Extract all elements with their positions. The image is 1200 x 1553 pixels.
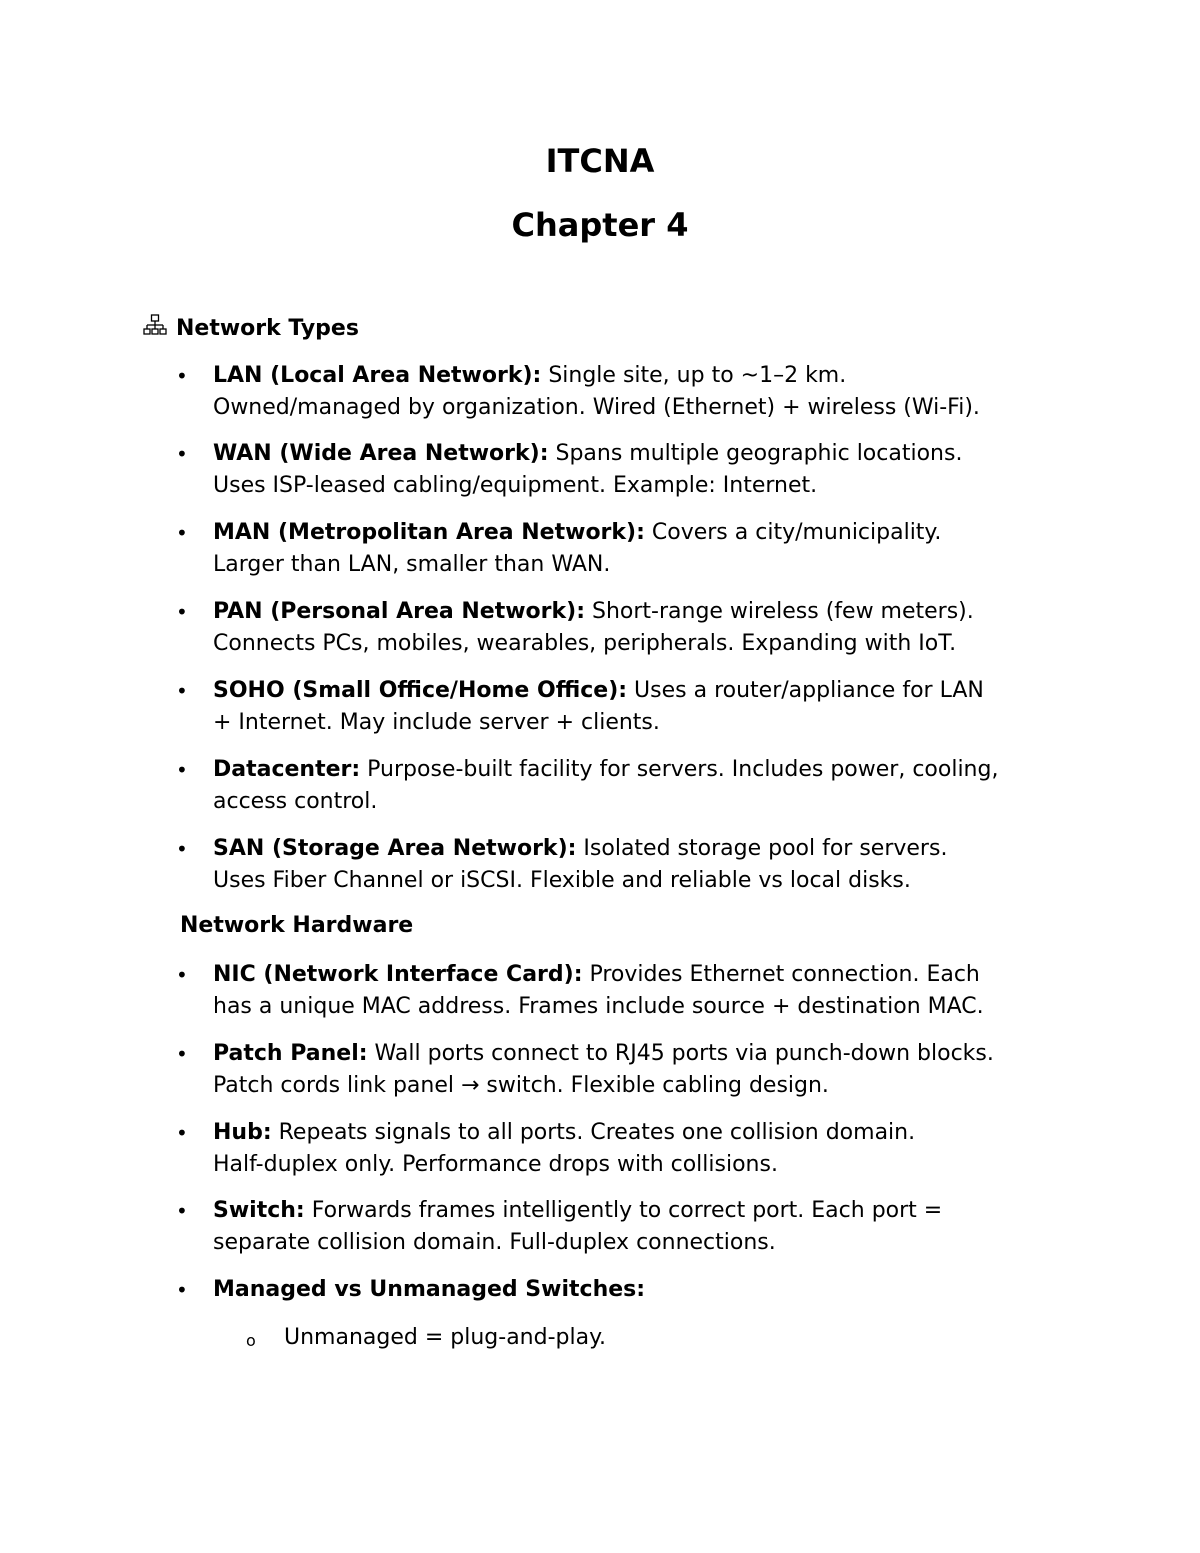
list-item-san	[176, 833, 948, 897]
bullet-icon: •	[176, 679, 188, 703]
item-text-continued: Owned/managed by organization. Wired (Ethernet) + wireless (Wi-Fi).	[213, 395, 980, 420]
item-text-continued: Uses Fiber Channel or iSCSI. Flexible and reliable vs local disks.	[213, 868, 911, 893]
item-text-continued: Larger than LAN, smaller than WAN.	[213, 552, 611, 577]
item-text: Purpose-built facility for servers. Includes power, cooling,	[360, 757, 999, 782]
bullet-icon: •	[176, 1042, 188, 1066]
list-item-man	[176, 517, 942, 581]
bullet-icon: •	[176, 600, 188, 624]
item-text-continued: Half-duplex only. Performance drops with collisions.	[213, 1152, 778, 1177]
list-item-lan	[176, 360, 980, 424]
item-text: Provides Ethernet connection. Each	[582, 962, 980, 987]
item-text: Covers a city/municipality.	[644, 520, 942, 545]
item-term: Datacenter:	[213, 757, 361, 782]
circle-bullet-icon: o	[246, 1331, 256, 1350]
item-text-continued: Connects PCs, mobiles, wearables, peripherals. Expanding with IoT.	[213, 631, 957, 656]
list-item-wan	[176, 438, 963, 502]
item-text: Single site, up to ~1–2 km.	[541, 363, 847, 388]
item-text-continued: access control.	[213, 789, 378, 814]
sub-list-item-unmanaged	[246, 1322, 606, 1354]
item-term: Hub:	[213, 1120, 272, 1145]
list-item-soho	[176, 675, 984, 739]
item-term: PAN (Personal Area Network):	[213, 599, 585, 624]
list-item-hub	[176, 1117, 916, 1181]
list-item-datacenter	[176, 754, 999, 818]
sub-item-text: Unmanaged = plug-and-play.	[284, 1325, 606, 1350]
item-text: Isolated storage pool for servers.	[576, 836, 948, 861]
item-term: SAN (Storage Area Network):	[213, 836, 577, 861]
item-text: Spans multiple geographic locations.	[548, 441, 963, 466]
chapter-title: Chapter 4	[511, 206, 689, 244]
bullet-icon: •	[176, 442, 188, 466]
item-text-continued: Uses ISP-leased cabling/equipment. Example: Internet.	[213, 473, 818, 498]
list-item-patch-panel	[176, 1038, 994, 1102]
item-text: Forwards frames intelligently to correct port. Each port =	[304, 1198, 943, 1223]
list-item-nic	[176, 959, 984, 1023]
bullet-icon: •	[176, 758, 188, 782]
bullet-icon: •	[176, 1121, 188, 1145]
item-text-continued: + Internet. May include server + clients.	[213, 710, 660, 735]
item-term: Switch:	[213, 1198, 305, 1223]
item-text-continued: Patch cords link panel → switch. Flexible cabling design.	[213, 1073, 829, 1098]
item-term: Patch Panel:	[213, 1041, 368, 1066]
section-heading-network-types	[142, 313, 359, 343]
network-icon	[142, 313, 168, 339]
bullet-icon: •	[176, 837, 188, 861]
item-term: LAN (Local Area Network):	[213, 363, 542, 388]
list-item-managed-vs-unmanaged	[176, 1274, 646, 1306]
bullet-icon: •	[176, 963, 188, 987]
document-title: ITCNA	[545, 142, 655, 180]
item-text: Repeats signals to all ports. Creates one collision domain.	[271, 1120, 916, 1145]
item-text-continued: separate collision domain. Full-duplex connections.	[213, 1230, 776, 1255]
item-text-continued: has a unique MAC address. Frames include source + destination MAC.	[213, 994, 984, 1019]
list-item-switch	[176, 1195, 943, 1259]
list-item-pan	[176, 596, 974, 660]
item-text: Uses a router/appliance for LAN	[627, 678, 984, 703]
item-term: SOHO (Small Office/Home Office):	[213, 678, 628, 703]
item-term: Managed vs Unmanaged Switches:	[213, 1277, 646, 1302]
item-term: WAN (Wide Area Network):	[213, 441, 549, 466]
section-heading-network-hardware: Network Hardware	[180, 913, 414, 938]
section-heading-label: Network Types	[176, 316, 359, 341]
bullet-icon: •	[176, 364, 188, 388]
item-text: Short-range wireless (few meters).	[585, 599, 974, 624]
item-term: MAN (Metropolitan Area Network):	[213, 520, 645, 545]
item-text: Wall ports connect to RJ45 ports via punch-down blocks.	[367, 1041, 994, 1066]
bullet-icon: •	[176, 1278, 188, 1302]
bullet-icon: •	[176, 521, 188, 545]
item-term: NIC (Network Interface Card):	[213, 962, 583, 987]
bullet-icon: •	[176, 1199, 188, 1223]
